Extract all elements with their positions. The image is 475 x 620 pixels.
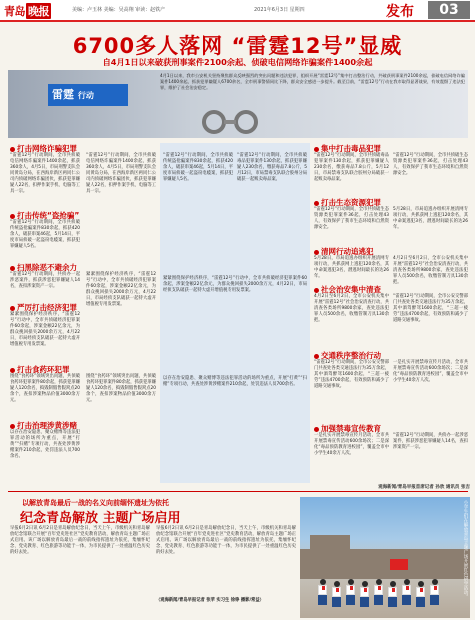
tag-small-text: 行动 xyxy=(77,91,94,100)
logo-text: 青岛 xyxy=(4,5,25,18)
student-figure xyxy=(388,581,397,609)
student-figure xyxy=(374,579,383,607)
section-title-anti-gang: 扫黑除恶不避余力 xyxy=(10,262,77,273)
masthead xyxy=(0,0,475,22)
section-text-drugs-cont: “雷霆12号”行动期间，全市共侦破生态资源类犯罪案件36起，打击处理43人，有效保护了我市生态环境和自然资源安全。 xyxy=(393,153,468,176)
student-figure xyxy=(346,579,355,607)
section-text-ecology: “雷霆12号”行动期间，全市共侦破生态资源类犯罪案件36起，打击处理43人，有效保护了我市生态环境和自然资源安全。 xyxy=(314,207,389,230)
section-title-drugs: 集中打击毒品犯罪 xyxy=(314,143,381,154)
section-text-anti-gang: “雷霆12号”行动期间，共侦办一起涉恶案件，抓获涉恶犯罪嫌疑人14名，查扣涉案资产一宗。 xyxy=(10,272,80,289)
section-text-public-security: 4月2日至6月2日，全市公安机关集中开展“雷霆12号”社会治安清查行动，共清查各类场所9800余家，查处违法犯罪人员500余名，收缴管制刀具130余把。 xyxy=(314,294,389,323)
student-figure xyxy=(318,579,327,607)
section-text-fugitives: 5月28日，市局追逃办组织开展清网专项行动，共抓获网上逃犯120余名，其中命案逃犯3名，潜逃时间最长的达26年。 xyxy=(314,256,389,279)
section-title-drug-education: 加强禁毒宣传教育 xyxy=(314,423,381,434)
story2-signoff: （观海新闻/青岛早报记者 张苹 实习生 徐铮 播影/常益） xyxy=(156,598,264,603)
section-text-drug-education: 一是扎实开展禁毒宣传月活动，全市共开展禁毒宣传活动600余场次；二是深化“毒品预防教育进校园”，覆盖全市中小学生40余万人次。 xyxy=(314,433,389,456)
student-figure xyxy=(332,581,341,609)
section-text-traditional-theft: “雷霆12号”行动期间，全市共侦破传统盗抢骗案件830余起，抓获420余人，破获串案46起，5月14日，平度市局侦破一起盗窃电缆案，抓获犯罪嫌疑人5名。 xyxy=(10,220,80,249)
handcuffs-image xyxy=(200,108,260,136)
section-text-traffic-cont: 一是扎实开展禁毒宣传月活动，全市共开展禁毒宣传活动600余场次；二是深化“毒品预防教育进校园”，覆盖全市中小学生40余万人次。 xyxy=(393,360,468,383)
section-title-fugitives: 清网行动追逃犯 xyxy=(314,246,374,257)
red-flag xyxy=(390,559,408,570)
section-text-vice: 以存在治安隐患、聚众赌博等违法犯罪活动的场所为重点，开展“打黄”“扫赌”专项行动，共查处涉黄涉赌案件210余起，处罚违法人员700余名。 xyxy=(10,430,80,459)
student-figure xyxy=(360,581,369,609)
logo-badge: 晚报 xyxy=(28,5,49,18)
student-figure xyxy=(416,581,425,609)
story2-text-cont: 早报6月2日讯 6月2日是青岛解放纪念日，当天上午，市级机关和青岛解放纪念馆联合开展“百年党史进社区”党史教育活动，解放青岛主题广场正式启用。该广场以解放青岛最后一战的前线指挥遗址为依托，集缅怀纪念、党史教育、红色旅游等功能于一体，为市民提供了一处重温红色历史的好去处。 xyxy=(156,526,296,555)
section-text-ecology-cont: 5月28日，市局追逃办组织开展清网专项行动，共抓获网上逃犯120余名，其中命案逃犯3名，潜逃时间最长的达26年。 xyxy=(393,207,468,230)
center-text-a: “雷霆12号”行动期间，全市共侦破传统盗抢骗案件830余起，抓获420余人，破获串案46起，5月14日，平度市局侦破一起盗窃电缆案，抓获犯罪嫌疑人5名。 xyxy=(163,153,233,182)
page-number: 03 xyxy=(428,1,470,19)
headline: 6700多人落网 “雷霆12号”显威 xyxy=(72,34,403,58)
story2-text: 早报6月2日讯 6月2日是青岛解放纪念日，当天上午，市级机关和青岛解放纪念馆联合开展“百年党史进社区”党史教育活动，解放青岛主题广场正式启用。该广场以解放青岛最后一战的前线指挥遗址为依托，集缅怀纪念、党史教育、红色旅游等功能于一体，为市民提供了一处重温红色历史的好去处。 xyxy=(10,526,150,555)
newspaper-logo xyxy=(4,3,51,19)
byline-credit: 观海新闻/青岛早报首席记者 孙欣 通讯员 张吉 xyxy=(378,485,470,490)
section-title-food-drug-env: 打击食药环犯罪 xyxy=(10,364,70,375)
section-text-food-drug-env: 围绕“食药环”领域突出问题，共侦破食药环犯罪案件80余起，抓获犯罪嫌疑人120余名，捣毁制假售假窝点20余个，查扣涉案物品价值3000余万元。 xyxy=(10,374,80,403)
section-text-traffic: “雷霆12号”行动期间，全市公安交警部门共查处各类交通违法行为35万余起，其中酒驾醉驾1600余起，“三超一疲劳”违法4700余起，有效预防和减少了道路交通事故。 xyxy=(314,360,389,389)
story2-kicker: 以解放青岛最后一战的名义向前缅怀遗址为依托 xyxy=(22,499,169,507)
section-text-fugitives-cont: 4月2日至6月2日，全市公安机关集中开展“雷霆12号”社会治安清查行动，共清查各类场所9800余家，查处违法犯罪人员500余名，收缴管制刀具130余把。 xyxy=(393,256,468,285)
student-figure xyxy=(402,579,411,607)
section-text-anti-gang-cont: 紧紧围绕保护经济秩序，“雷霆12号”行动中，全市共侦破经济犯罪案件60余起，涉案金额22亿余元，为群众挽回损失2000余万元，4月22日，市局经侦支队破获一起特大虚开增值税专用发票案。 xyxy=(86,272,156,307)
section-text-drugs: “雷霆12号”行动期间，全市共侦破毒品犯罪案件130余起，抓获犯罪嫌疑人230余名，缴获毒品7.8公斤，5月12日，市局禁毒支队联合胶州分局破获一起贩卖毒品案。 xyxy=(314,153,389,182)
section-text-public-security-cont: “雷霆12号”行动期间，全市公安交警部门共查处各类交通违法行为35万余起，其中酒驾醉驾1600余起，“三超一疲劳”违法4700余起，有效预防和减少了道路交通事故。 xyxy=(393,294,468,323)
section-title-online-fraud: 打击网络诈骗犯罪 xyxy=(10,143,77,154)
story2-photo xyxy=(300,497,470,618)
intro-paragraph: 4月1日以来，我市公安机关坚持聚焦群众反映强烈的突出问题和违法犯罪，组织开展“雷霆12号”集中打击整治行动，共破获刑事案件2100余起，侦破电信网络诈骗案件1400余起，抓获犯罪嫌疑人6700余名，全市刑事警情同比下降，群众安全感进一步提升。截至目前，“雷霆12号”行动在我市取得显著战果，有效震慑了违法犯罪，维护了社会治安稳定。 xyxy=(160,73,465,90)
editors-line: 美编：卢玉林 美编：吴高翔 审读：赵铁产 xyxy=(72,7,166,13)
section-name: 发布 xyxy=(386,4,414,20)
tag-text: 雷霆 xyxy=(52,88,74,101)
issue-date: 2021年6月3日 星期四 xyxy=(254,7,305,13)
section-title-economic-crime: 严厉打击经济犯罪 xyxy=(10,302,77,313)
subheadline: 自4月1日以来破获刑事案件2100余起、侦破电信网络诈骗案件1400余起 xyxy=(102,57,373,67)
story2-title: 纪念青岛解放 主题广场启用 xyxy=(20,511,181,526)
divider-rule xyxy=(8,491,468,492)
section-text-economic-crime: 紧紧围绕保护经济秩序，“雷霆12号”行动中，全市共侦破经济犯罪案件60余起，涉案金额22亿余元，为群众挽回损失2000余万元，4月22日，市局经侦支队破获一起特大虚开增值税专用发票案。 xyxy=(10,312,80,347)
center-text-c: 紧紧围绕保护经济秩序，“雷霆12号”行动中，全市共侦破经济犯罪案件60余起，涉案金额22亿余元，为群众挽回损失2000余万元，4月22日，市局经侦支队破获一起特大虚开增值税专用发票案。 xyxy=(163,276,307,293)
section-title-traditional-theft: 打击传统“盗抢骗” xyxy=(10,210,79,221)
center-text-d: 以存在治安隐患、聚众赌博等违法犯罪活动的场所为重点，开展“打黄”“扫赌”专项行动，共查处涉黄涉赌案件210余起，处罚违法人员700余名。 xyxy=(163,376,307,387)
section-text-drug-education-cont: “雷霆12号”行动期间，共侦办一起涉恶案件，抓获涉恶犯罪嫌疑人14名，查扣涉案资产一宗。 xyxy=(393,433,468,450)
section-title-ecology: 打击生态资源犯罪 xyxy=(314,197,381,208)
section-text-food-cont: 围绕“食药环”领域突出问题，共侦破食药环犯罪案件80余起，抓获犯罪嫌疑人120余名，捣毁制假售假窝点20余个，查扣涉案物品价值3000余万元。 xyxy=(86,374,156,403)
student-figure xyxy=(430,579,439,607)
section-text-online-fraud-cont: “雷霆12号”行动期间，全市共侦破电信网络诈骗案件1400余起，抓获360余人，4月5日，市局刑警支队会同黄岛分局，在西海岸新区两同仁公司内侦破网络诈骗团伙，抓获犯罪嫌疑人22名，扣押作案手机、电脑等工具一宗。 xyxy=(86,153,156,194)
center-text-b: “雷霆12号”行动期间，全市共侦破毒品犯罪案件130余起，抓获犯罪嫌疑人230余名，缴获毒品7.8公斤，5月12日，市局禁毒支队联合胶州分局破获一起贩卖毒品案。 xyxy=(237,153,307,182)
city-wall xyxy=(300,549,470,579)
section-title-vice: 打击治理涉黄涉赌 xyxy=(10,420,77,431)
section-title-public-security: 社会治安集中清查 xyxy=(314,284,381,295)
section-text-online-fraud: “雷霆12号”行动期间，全市共侦破电信网络诈骗案件1400余起，抓获360余人，4月5日，市局刑警支队会同黄岛分局，在西海岸新区两同仁公司内侦破网络诈骗团伙，抓获犯罪嫌疑人22名，扣押作案手机、电脑等工具一宗。 xyxy=(10,153,80,194)
thunder-action-tag xyxy=(48,84,128,106)
section-title-traffic: 交通秩序整治行动 xyxy=(314,350,381,361)
photo-caption: 小学生们在解放青岛主题广场开展红色研学活动。 xyxy=(463,500,468,599)
